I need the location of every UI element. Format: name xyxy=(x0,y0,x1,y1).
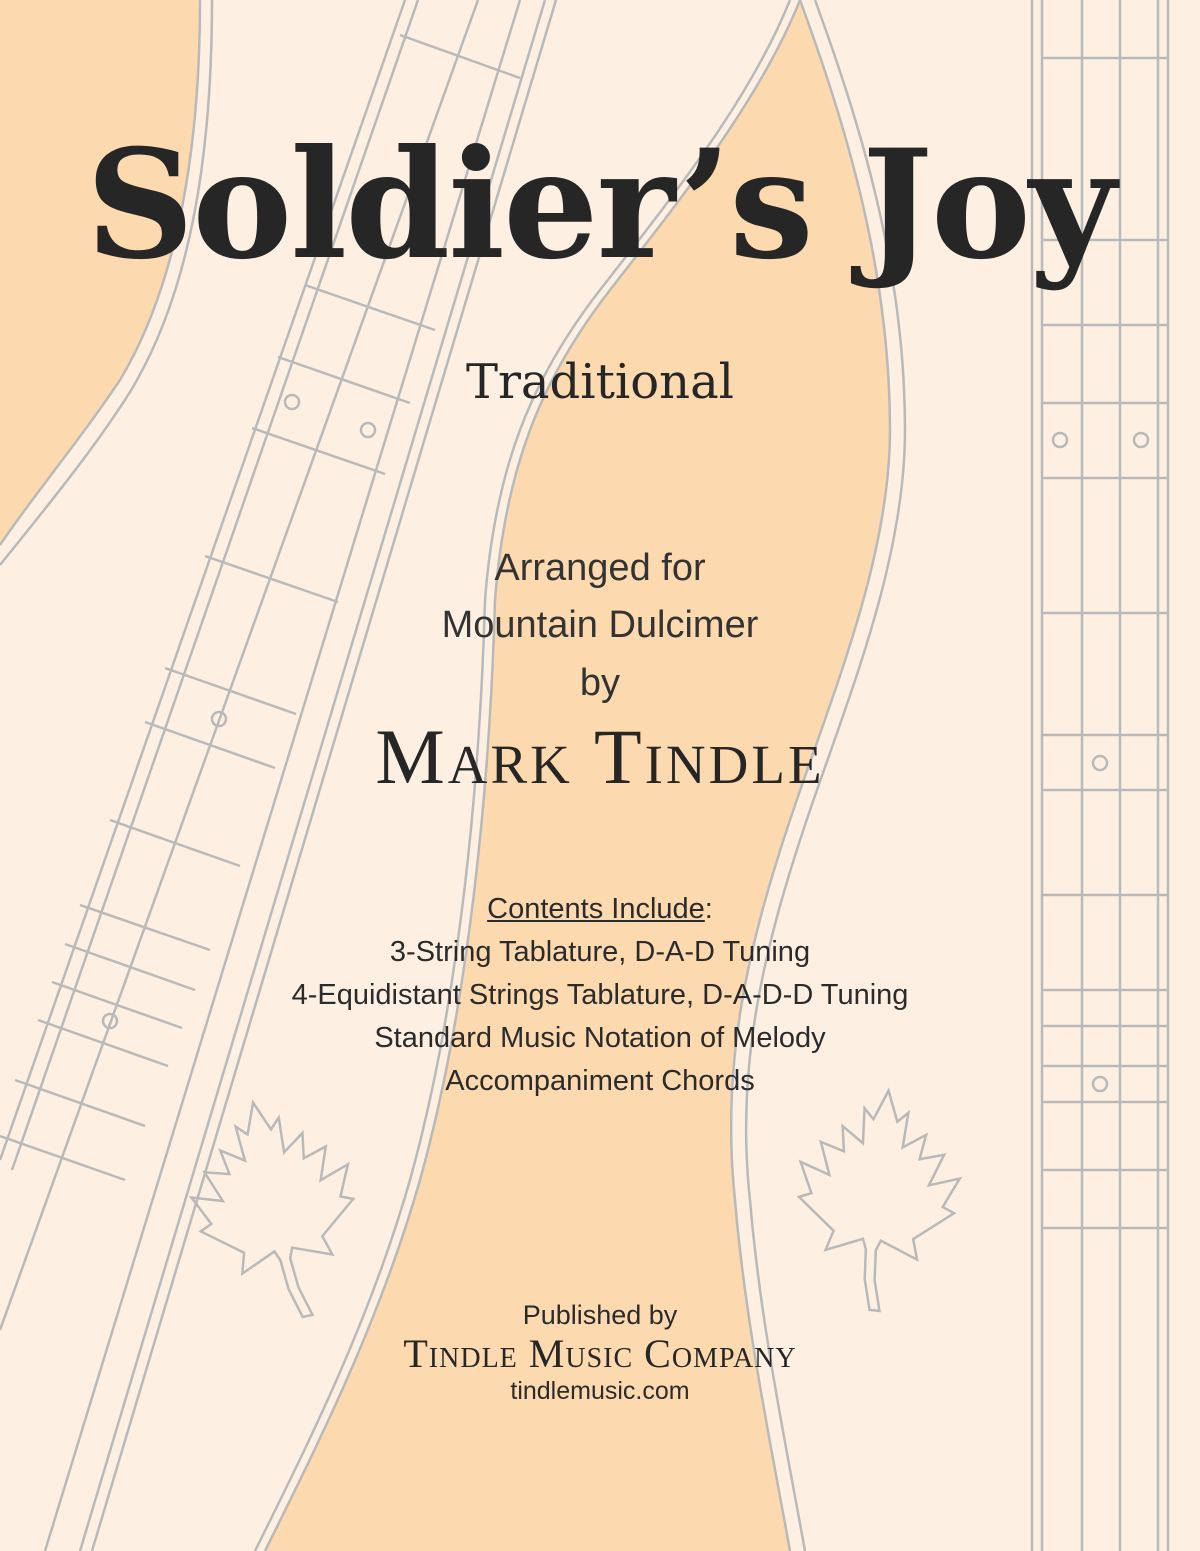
subtitle: Traditional xyxy=(465,354,735,410)
contents-item: 4-Equidistant Strings Tablature, D-A-D-D Tuning xyxy=(291,979,909,1011)
arranged-line: by xyxy=(579,662,621,704)
contents-heading xyxy=(0,888,1200,931)
arranged-line: Arranged for xyxy=(494,547,706,589)
author-name: Mark Tindle xyxy=(375,713,825,800)
contents-heading-label: Contents Include xyxy=(487,893,705,925)
contents-item: 3-String Tablature, D-A-D Tuning xyxy=(389,936,811,968)
website-link[interactable]: tindlemusic.com xyxy=(510,1377,690,1405)
publisher-name: Tindle Music Company xyxy=(403,1331,797,1376)
page-title: Soldier’s Joy xyxy=(85,117,1115,293)
maple-leaf-icon xyxy=(786,1082,968,1318)
contents-item: Standard Music Notation of Melody xyxy=(374,1022,826,1054)
contents-heading-colon: : xyxy=(704,893,713,925)
arranged-line: Mountain Dulcimer xyxy=(441,604,759,646)
contents-item: Accompaniment Chords xyxy=(445,1065,755,1097)
published-by-label: Published by xyxy=(522,1300,678,1330)
